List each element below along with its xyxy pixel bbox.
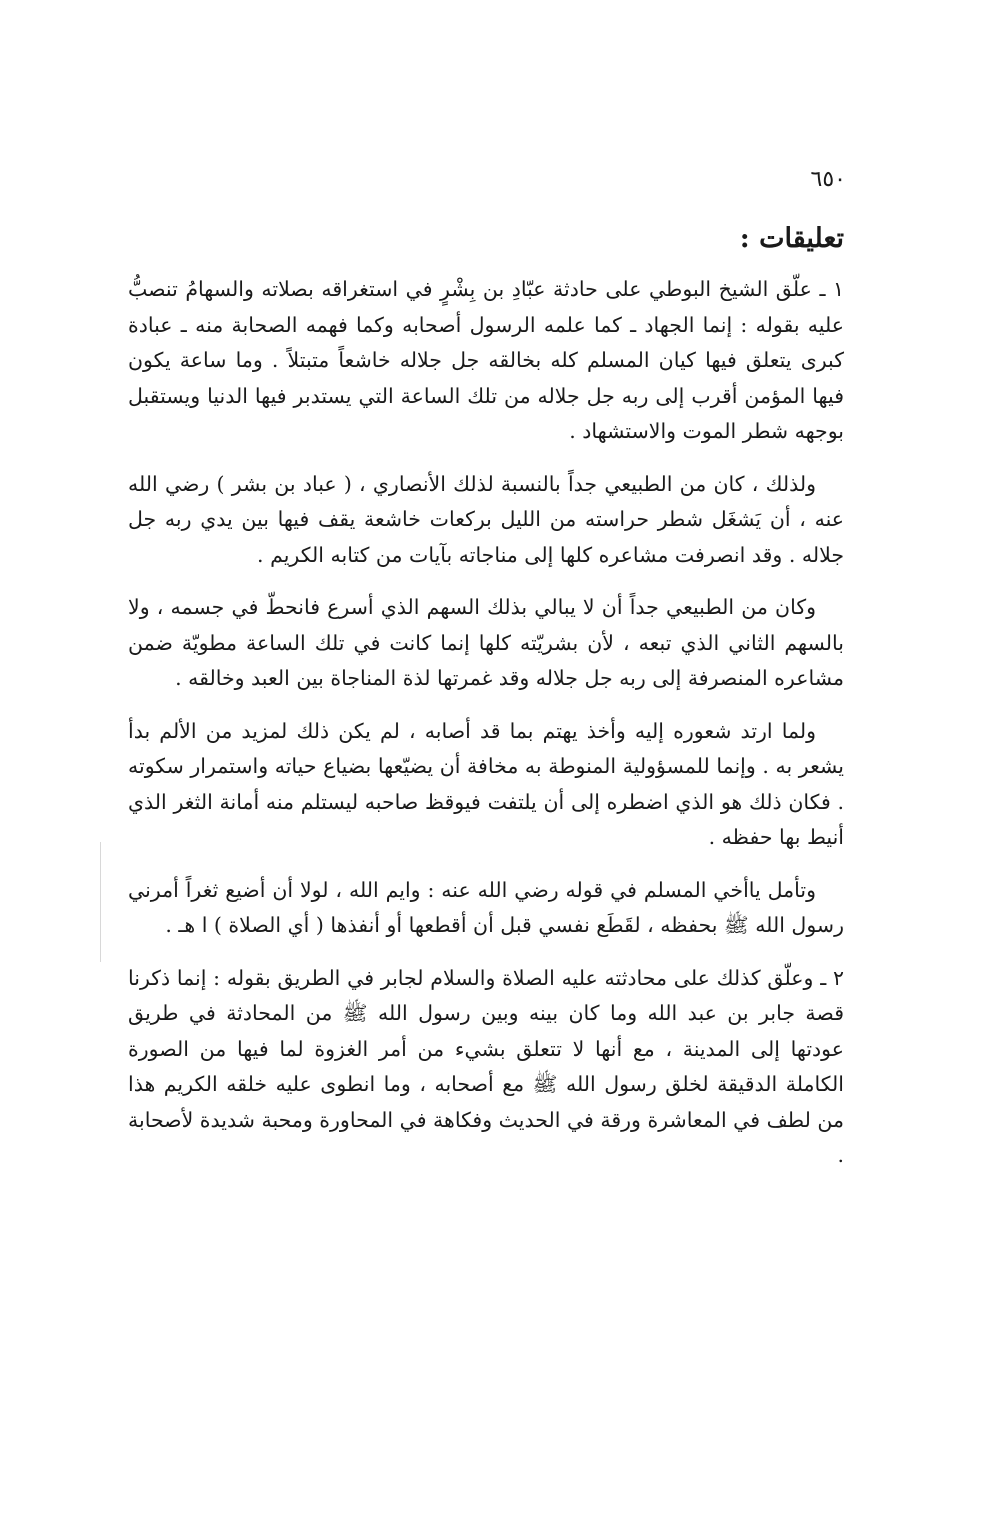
page-number: ٦٥٠ — [810, 167, 846, 192]
paragraph-4: ولما ارتد شعوره إليه وأخذ يهتم بما قد أصابه ، لم يكن ذلك لمزيد من الألم بدأ يشعر به . وإنما للمسؤولية المنوطة به مخافة أن يضيّعها بضياع حياته واستمرار سكوته . فكان ذلك هو الذي اضطره إلى أن يلتفت فيوقظ صاحبه ليستلم منه أمانة الثغر الذي أنيط بها حفظه . — [128, 718, 844, 849]
paragraph-3: وكان من الطبيعي جداً أن لا يبالي بذلك السهم الذي أسرع فانحطّ في جسمه ، ولا بالسهم الثاني الذي تبعه ، لأن بشريّته كلها إنما كانت في تلك الساعة مطويّة ضمن مشاعره المنصرفة إلى ربه جل جلاله وقد غمرتها لذة المناجاة بين العبد وخالقه . — [128, 595, 844, 690]
paragraph-1: ١ ـ علّق الشيخ البوطي على حادثة عبّادِ بن بِشْرٍ في استغراقه بصلاته والسهامُ تنصبُّ عليه بقوله : إنما الجهاد ـ كما علمه الرسول أصحابه وكما فهمه الصحابة منه ـ عبادة كبرى يتعلق فيها كيان المسلم كله بخالقه جل جلاله خاشعاً متبتلاً . وما ساعة يكون فيها المؤمن أقرب إلى ربه جل جلاله من تلك الساعة التي يستدبر فيها الدنيا ويستقبل بوجهه شطر الموت والاستشهاد . — [128, 277, 844, 443]
paragraph-5: وتأمل ياأخي المسلم في قوله رضي الله عنه : وايم الله ، لولا أن أضيع ثغراً أمرني رسول الله ﷺ بحفظه ، لقَطَع نفسي قبل أن أقطعها أو أنفذها ( أي الصلاة ) ا هـ . — [128, 877, 844, 937]
commentary-body — [128, 272, 844, 1191]
scan-margin-line — [100, 842, 101, 962]
section-title: تعليقات : — [739, 223, 844, 254]
paragraph-2: ولذلك ، كان من الطبيعي جداً بالنسبة لذلك الأنصاري ، ( عباد بن بشر ) رضي الله عنه ، أن يَشغَل شطر حراسته من الليل بركعات خاشعة يقف فيها بين يدي ربه جل جلاله . وقد انصرفت مشاعره كلها إلى مناجاته بآيات من كتابه الكريم . — [128, 471, 844, 567]
paragraph-6: ٢ ـ وعلّق كذلك على محادثته عليه الصلاة والسلام لجابر في الطريق بقوله : إنما ذكرنا قصة جابر بن عبد الله وما كان بينه وبين رسول الله ﷺ من المحادثة في طريق عودتها إلى المدينة ، مع أنها لا تتعلق بشيء من أمر الغزوة لما فيها من الصورة الكاملة الدقيقة لخلق رسول الله ﷺ مع أصحابه ، وما انطوى عليه خلقه الكريم هذا من لطف في المعاشرة ورقة في الحديث وفكاهة في المحاورة ومحبة شديدة لأصحابة . — [128, 965, 844, 1167]
